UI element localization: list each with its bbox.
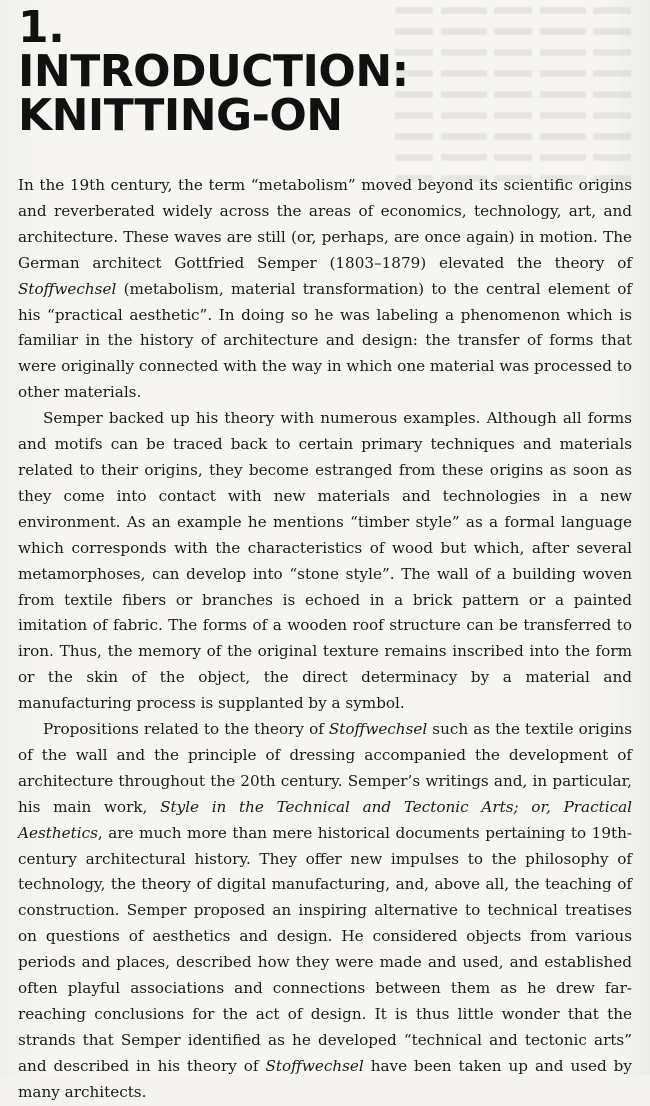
chapter-title-line-2: KNITTING-ON: [18, 90, 343, 141]
italic-text: Stoffwechsel: [328, 720, 428, 739]
paragraph-1: [18, 173, 632, 406]
paragraph-2: [18, 406, 632, 717]
italic-text: Stoffwechsel: [265, 1056, 364, 1075]
text-run: such as the textile origins of the wall and the principle of dressing accompanied the development of architecture throughout the 20th century. Semper’s writings and, in particular, his main work,: [18, 720, 632, 816]
text-run: Propositions related to the theory of: [43, 720, 329, 739]
chapter-number: 1.: [18, 2, 65, 53]
paragraph-3: [18, 717, 632, 1106]
text-run: have been taken up and used by many architects.: [18, 1056, 632, 1101]
text-run: , are much more than mere historical documents pertaining to 19th-century architectural history. They offer new impulses to the philosophy of technology, the theory of digital manufacturing, and, above all, the teaching of construction. Semper proposed an inspiring alternative to technical treatises on questions of aesthetics and design. He considered objects from various periods and places, described how they were made and used, and established often playful associations and connections between them as he drew far-reaching conclusions for the act of design. It is thus little wonder that the strands that Semper identified as he developed “technical and tectonic arts” and described in his theory of: [18, 823, 632, 1075]
chapter-title-line-1: INTRODUCTION:: [18, 46, 409, 97]
text-run: (metabolism, material transformation) to the central element of his “practical aesthetic”. In doing so he was labeling a phenomenon which is familiar in the history of architecture and design: the transfer of forms that were originally connected with the way in which one material was processed to other materials.: [18, 279, 632, 402]
chapter-heading: [18, 2, 409, 141]
body-text: [18, 173, 632, 1106]
bleed-through-text: [395, 0, 635, 200]
text-run: In the 19th century, the term “metabolism” moved beyond its scientific origins and reverberated widely across the areas of economics, technology, art, and architecture. These waves are still (or, perhaps, are once again) in motion. The German architect Gottfried Semper (1803–1879) elevated the theory of: [18, 176, 632, 272]
italic-text: Stoffwechsel: [18, 279, 117, 298]
italic-text: Style in the Technical and Tectonic Arts; or, Practical Aesthetics: [18, 797, 632, 842]
text-run: Semper backed up his theory with numerous examples. Although all forms and motifs can be traced back to certain primary techniques and materials related to their origins, they become estranged from these origins as soon as they come into contact with new materials and technologies in a new environment. As an example he mentions “timber style” as a formal language which corresponds with the characteristics of wood but which, after several metamorphoses, can develop into “stone style”. The wall of a building woven from textile fibers or branches is echoed in a brick pattern or a painted imitation of fabric. The forms of a wooden roof structure can be transferred to iron. Thus, the memory of the original texture remains inscribed into the form or the skin of the object, the direct determinacy by a material and manufacturing process is supplanted by a symbol.: [18, 409, 632, 713]
